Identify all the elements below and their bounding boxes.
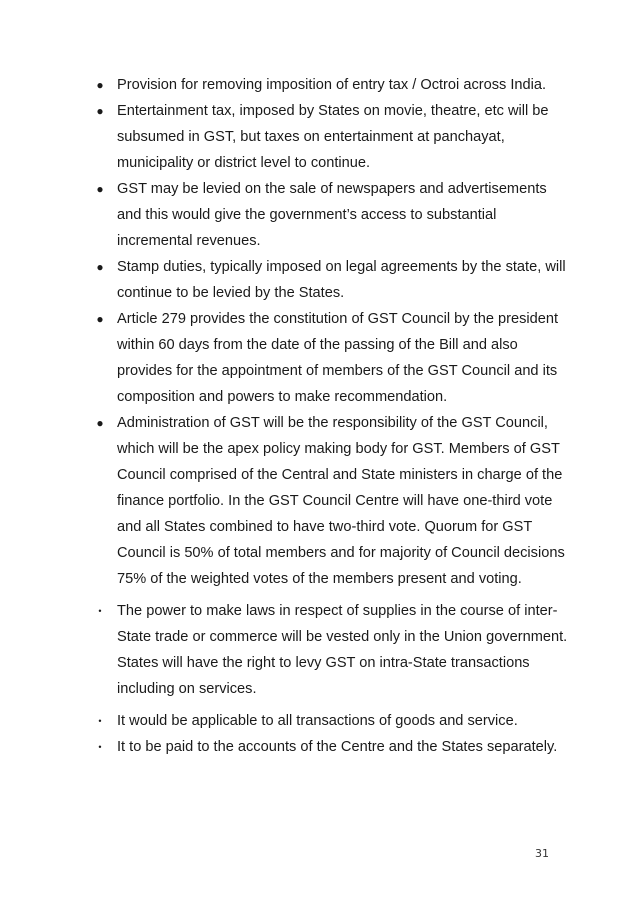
bullet-icon: ● <box>96 312 104 326</box>
list-item <box>94 254 574 306</box>
bullet-icon: • <box>98 606 102 616</box>
bullet-icon: ● <box>96 416 104 430</box>
bullet-icon: • <box>98 742 102 752</box>
list-item-text: Stamp duties, typically imposed on legal agreements by the state, will continue to be levied by the States. <box>117 259 566 301</box>
bullet-icon: ● <box>96 78 104 92</box>
list-item-text: It to be paid to the accounts of the Centre and the States separately. <box>117 739 558 755</box>
bullet-icon: ● <box>96 104 104 118</box>
list-item-text: Entertainment tax, imposed by States on movie, theatre, etc will be subsumed in GST, but taxes on entertainment at panchayat, municipality or district level to continue. <box>117 103 549 171</box>
list-item <box>94 598 574 702</box>
list-item-text: It would be applicable to all transactions of goods and service. <box>117 713 518 729</box>
list-item-text: GST may be levied on the sale of newspapers and advertisements and this would give the government’s access to substantial incremental revenues. <box>117 181 547 249</box>
list-item-text: Provision for removing imposition of entry tax / Octroi across India. <box>117 77 547 93</box>
list-item <box>94 72 574 98</box>
list-item <box>94 734 574 760</box>
bullet-list <box>94 72 574 760</box>
page-number: 31 <box>535 847 549 860</box>
bullet-icon: • <box>98 716 102 726</box>
list-item <box>94 306 574 410</box>
list-item <box>94 410 574 592</box>
list-item <box>94 98 574 176</box>
list-item <box>94 176 574 254</box>
list-item <box>94 708 574 734</box>
list-item-text: Article 279 provides the constitution of GST Council by the president within 60 days from the date of the passing of the Bill and also provides for the appointment of members of the GST Council and its composition and powers to make recommendation. <box>117 311 559 405</box>
list-item-text: Administration of GST will be the responsibility of the GST Council, which will be the apex policy making body for GST. Members of GST Council comprised of the Central and State ministers in charge of the finance portfolio. In the GST Council Centre will have one-third vote and all States combined to have two-third vote. Quorum for GST Council is 50% of total members and for majority of Council decisions 75% of the weighted votes of the members present and voting. <box>117 415 565 587</box>
list-item-text: The power to make laws in respect of supplies in the course of inter-State trade or commerce will be vested only in the Union government. States will have the right to levy GST on intra-State transactions including on services. <box>117 603 568 697</box>
bullet-icon: ● <box>96 260 104 274</box>
bullet-icon: ● <box>96 182 104 196</box>
